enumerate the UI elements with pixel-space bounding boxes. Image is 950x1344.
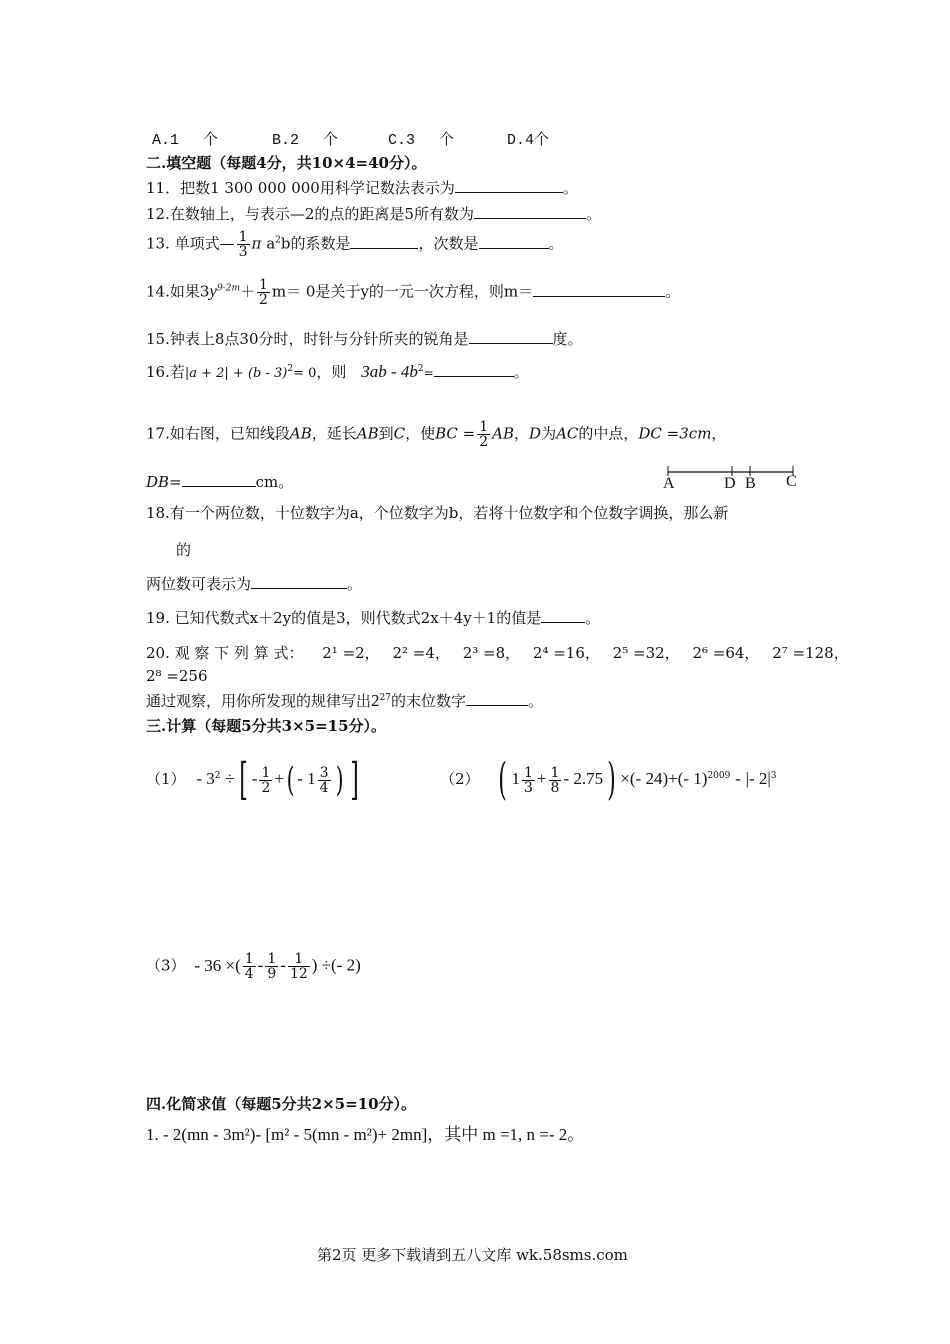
question-18-line3: 两位数可表示为 。: [146, 575, 363, 593]
question-16: 16.若|a + 2| + (b - 3)$^2$= 0，则 $3ab - 4b^2=$ 。: [146, 362, 529, 381]
choice-d: D.4个: [507, 132, 550, 149]
question-14: 14.如果$3y^{9-2m}+$ $\frac{1}{2}$ m＝ 0是关于y的一元一次方程，则m＝ 。: [146, 277, 681, 308]
calc-3: （3） - 36 ×( $\frac{1}{4}$ - $\frac{1}{9}$ - $\frac{1}{12}$ ) ÷(- 2): [146, 951, 361, 982]
calc-2: （2） ( 1 $\frac{1}{3}$ + $\frac{1}{8}$ - 2.75) ×(- 24)+(- 1)$^{2009}$ - |- $2|^3$: [440, 754, 777, 805]
question-12: 12.在数轴上，与表示—2的点的距离是5所有数为 。: [146, 205, 601, 223]
label-c: C: [786, 473, 797, 490]
calc-1: $(1) - 3^2$ ÷[ - $\frac{1}{2}$ +( - 1 $\frac{3}{4}$ ) ]: [146, 754, 359, 805]
choice-c: C.3 个: [388, 132, 455, 149]
page-footer: 第2页 更多下载请到五八文库 wk.58sms.com: [317, 1246, 628, 1264]
choice-a: A.1 个: [152, 132, 219, 149]
section4-heading: 四.化简求值（每题5分共2×5=10分）。: [146, 1095, 417, 1113]
question-11: 11．把数1 300 000 000用科学记数法表示为 。: [146, 179, 578, 197]
choice-b: B.2 个: [272, 132, 339, 149]
question-18-line2: 的: [176, 541, 192, 559]
section2-heading: 二.填空题（每题4分，共10×4=40分）。: [146, 154, 427, 172]
question-18-line1: 18.有一个两位数，十位数字为a，个位数字为b，若将十位数字和个位数字调换，那么新: [146, 504, 729, 522]
question-20-line1: 20. 观 察 下 列 算 式： 2¹ =2， 2² =4， 2³ =8， 2⁴ =16， 2⁵ =32， 2⁶ =64， 2⁷ =128，: [146, 644, 849, 662]
question-13: 13. 单项式— $\frac{1}{3}$ π $a^2b$的系数是 ，次数是 。: [146, 229, 564, 260]
section3-heading: 三.计算（每题5分共3×5=15分）。: [146, 717, 387, 735]
fraction: $\frac{1}{3}$: [238, 229, 248, 260]
question-20-line2: 通过观察，用你所发现的规律写出$2^{27}$的末位数字 。: [146, 691, 543, 710]
question-15: 15.钟表上8点30分时，时针与分针所夹的锐角是 度。: [146, 330, 583, 348]
label-a: A: [663, 475, 675, 492]
simplify-1: 1. - 2(mn - 3m²)- [m² - 5(mn - m²)+ 2mn]，其中 m =1, n =- 2。: [146, 1125, 585, 1144]
question-17: 17.如右图，已知线段AB，延长AB到C，使BC = $\frac{1}{2}$ AB，D为AC的中点，DC =3cm，: [146, 419, 727, 450]
label-b: B: [745, 475, 756, 492]
question-20-last: 2⁸ =256: [146, 667, 208, 685]
question-17-answer: DB= cm。: [146, 473, 294, 491]
label-d: D: [724, 475, 736, 492]
question-19: 19. 已知代数式x＋2y的值是3，则代数式2x＋4y＋1的值是 。: [146, 609, 601, 627]
